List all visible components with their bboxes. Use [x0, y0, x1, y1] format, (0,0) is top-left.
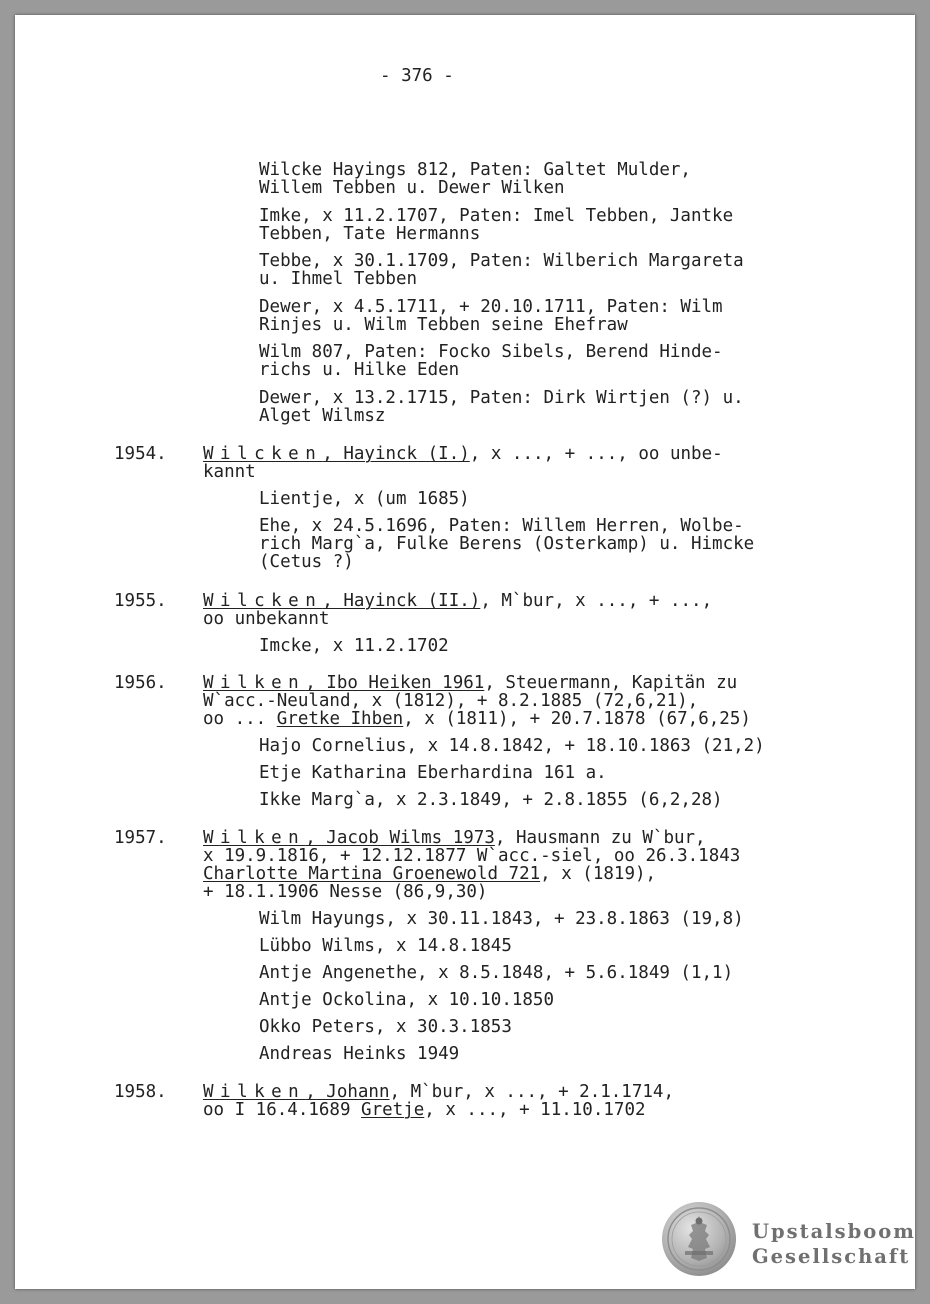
entry-line: oo unbekannt: [203, 609, 330, 629]
document-page: [15, 15, 915, 1289]
entry-line: W`acc.-Neuland, x (1812), + 8.2.1885 (72,6,21),: [203, 691, 699, 711]
entry-line: [203, 865, 656, 883]
entry-heading: [203, 592, 712, 610]
child-line: Imcke, x 11.2.1702: [259, 636, 449, 656]
entry-details: , Hausmann zu W`bur,: [494, 828, 706, 848]
continuation-line: richs u. Hilke Eden: [259, 360, 460, 380]
continuation-line: Alget Wilmsz: [259, 406, 386, 426]
entry-number: 1954.: [114, 444, 167, 464]
marriage-prefix: oo ...: [203, 709, 277, 729]
continuation-line: Willem Tebben u. Dewer Wilken: [259, 178, 565, 198]
watermark-line: Upstalsboom: [752, 1220, 916, 1243]
child-line: Ikke Marg`a, x 2.3.1849, + 2.8.1855 (6,2,28): [259, 790, 723, 810]
child-line: Wilm Hayungs, x 30.11.1843, + 23.8.1863 (19,8): [259, 909, 744, 929]
surname: Wilcken: [203, 444, 323, 464]
entry-heading: [203, 1083, 674, 1101]
continuation-line: Rinjes u. Wilm Tebben seine Ehefraw: [259, 315, 628, 335]
spouse-name: Gretke Ihben: [276, 709, 404, 729]
continuation-line: Imke, x 11.2.1707, Paten: Imel Tebben, Jantke: [259, 206, 734, 226]
continuation-line: Wilcke Hayings 812, Paten: Galtet Mulder,: [259, 160, 691, 180]
spouse-name: Charlotte Martina Groenewold 721: [203, 864, 541, 884]
child-line: Lübbo Wilms, x 14.8.1845: [259, 936, 512, 956]
child-line: Lientje, x (um 1685): [259, 489, 470, 509]
surname: Wilcken: [203, 591, 323, 611]
entry-details: , x ..., + ..., oo unbe-: [469, 444, 723, 464]
watermark-line: Gesellschaft: [752, 1245, 911, 1268]
given-name: , Johann: [305, 1082, 390, 1102]
continuation-line: Wilm 807, Paten: Focko Sibels, Berend Hinde-: [259, 342, 723, 362]
child-line: Okko Peters, x 30.3.1853: [259, 1017, 512, 1037]
entry-number: 1955.: [114, 591, 167, 611]
entry-number: 1956.: [114, 673, 167, 693]
spouse-details: , x (1819),: [540, 864, 657, 884]
surname: Wilken: [203, 1082, 306, 1102]
child-line: Antje Angenethe, x 8.5.1848, + 5.6.1849 (1,1): [259, 963, 734, 983]
entry-line: [203, 1101, 646, 1119]
entry-details: , M`bur, x ..., + ...,: [480, 591, 713, 611]
entry-line: + 18.1.1906 Nesse (86,9,30): [203, 882, 488, 902]
entry-details: , Steuermann, Kapitän zu: [484, 673, 738, 693]
marriage-prefix: oo I 16.4.1689: [203, 1100, 362, 1120]
continuation-line: u. Ihmel Tebben: [259, 269, 418, 289]
watermark-text: [752, 1219, 916, 1269]
child-line: Hajo Cornelius, x 14.8.1842, + 18.10.1863 (21,2): [259, 736, 765, 756]
entry-line: [203, 710, 751, 728]
entry-line: kannt: [203, 462, 256, 482]
given-name: , Jacob Wilms 1973: [305, 828, 495, 848]
surname: Wilken: [203, 673, 306, 693]
page-number: - 376 -: [380, 66, 454, 86]
entry-line: x 19.9.1816, + 12.12.1877 W`acc.-siel, oo 26.3.1843: [203, 846, 741, 866]
child-line: rich Marg`a, Fulke Berens (Osterkamp) u. Himcke: [259, 534, 755, 554]
continuation-line: Dewer, x 13.2.1715, Paten: Dirk Wirtjen (?) u.: [259, 388, 744, 408]
child-line: (Cetus ?): [259, 552, 354, 572]
entry-heading: [203, 829, 706, 847]
child-line: Antje Ockolina, x 10.10.1850: [259, 990, 555, 1010]
child-line: Etje Katharina Eberhardina 161 a.: [259, 763, 607, 783]
continuation-line: Dewer, x 4.5.1711, + 20.10.1711, Paten: Wilm: [259, 297, 723, 317]
entry-heading: [203, 445, 723, 463]
surname: Wilken: [203, 828, 306, 848]
spouse-details: , x (1811), + 20.7.1878 (67,6,25): [403, 709, 751, 729]
entry-details: , M`bur, x ..., + 2.1.1714,: [389, 1082, 674, 1102]
continuation-line: Tebbe, x 30.1.1709, Paten: Wilberich Margareta: [259, 251, 744, 271]
entry-number: 1958.: [114, 1082, 167, 1102]
entry-number: 1957.: [114, 828, 167, 848]
spouse-name: Gretje: [361, 1100, 425, 1120]
child-line: Ehe, x 24.5.1696, Paten: Willem Herren, Wolbe-: [259, 516, 744, 536]
continuation-line: Tebben, Tate Hermanns: [259, 224, 481, 244]
entry-heading: [203, 674, 737, 692]
given-name: , Hayinck (I.): [322, 444, 470, 464]
given-name: , Ibo Heiken 1961: [305, 673, 485, 693]
child-line: Andreas Heinks 1949: [259, 1044, 460, 1064]
seal-icon: [661, 1201, 737, 1277]
spouse-details: , x ..., + 11.10.1702: [424, 1100, 646, 1120]
given-name: , Hayinck (II.): [322, 591, 481, 611]
